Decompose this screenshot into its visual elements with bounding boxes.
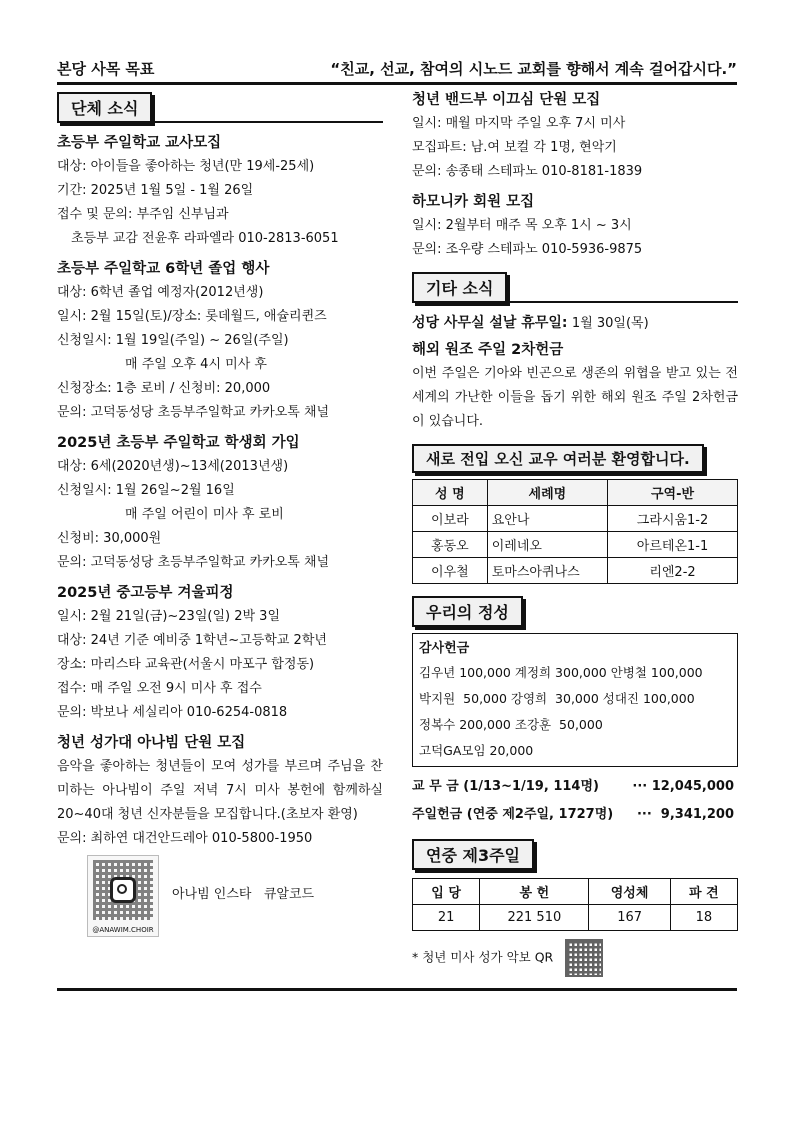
item-line: 문의: 최하연 대건안드레아 010-5800-1950 [57, 831, 313, 846]
table-row [413, 905, 738, 931]
item-line: 대상: 6세(2020년생)~13세(2013년생) [57, 459, 289, 474]
table-cell: 21 [413, 905, 480, 931]
column-header: 세례명 [487, 480, 607, 506]
thanks-offering-box [412, 633, 738, 767]
item-line: 매 주일 어린이 미사 후 로비 [125, 507, 284, 522]
teacher-recruit [57, 131, 383, 251]
table-cell: 이레네오 [487, 532, 607, 558]
youth-mass-qr-note [412, 939, 738, 977]
item-line: 매 주일 오후 4시 미사 후 [125, 357, 267, 372]
item-line: 신청비: 30,000원 [57, 531, 162, 546]
table-header-row [413, 879, 738, 905]
total-label: 교 무 금 (1/13~1/19, 114명) [412, 779, 599, 794]
column-header: 영성체 [589, 879, 670, 905]
item-title: 청년 성가대 아나빔 단원 모집 [57, 735, 246, 751]
student-council [57, 431, 383, 575]
item-title: 2025년 중고등부 겨울피정 [57, 585, 234, 601]
offering-box-title: 감사헌금 [419, 641, 470, 656]
section-title: 기타 소식 [412, 272, 507, 303]
item-line: 모집파트: 남.여 보컬 각 1명, 현악기 [412, 140, 617, 155]
office-holiday [412, 311, 738, 336]
bottom-rule [57, 988, 737, 991]
column-header: 봉 헌 [480, 879, 589, 905]
item-line: 일시: 2월 21일(금)~23일(일) 2박 3일 [57, 609, 281, 624]
table-cell: 167 [589, 905, 670, 931]
item-line: 대상: 아이들을 좋아하는 청년(만 19세-25세) [57, 159, 315, 174]
item-line: 일시: 2월 15일(토)/장소: 롯데월드, 애슐리퀸즈 [57, 309, 327, 324]
instagram-icon [110, 877, 136, 903]
offering-line: 정복수 200,000 조강훈 50,000 [419, 717, 603, 732]
table-cell: 18 [670, 905, 737, 931]
choir-qr-row [57, 855, 383, 935]
section-title: 연중 제3주일 [412, 839, 534, 870]
other-news-header [412, 272, 738, 303]
table-cell: 홍동오 [413, 532, 488, 558]
left-column [57, 92, 383, 935]
item-line: 문의: 고덕동성당 초등부주일학교 카카오톡 채널 [57, 405, 330, 420]
table-row [413, 506, 738, 532]
newcomers-table [412, 479, 738, 584]
qr-caption: @ANAWIM.CHOIR [92, 926, 154, 934]
group-news-header [57, 92, 383, 123]
table-row [413, 532, 738, 558]
item-line: 대상: 24년 기준 예비중 1학년~고등학교 2학년 [57, 633, 327, 648]
item-paragraph: 음악을 좋아하는 청년들이 모여 성가를 부르며 주님을 찬미하는 아나빔이 주일 저녁 7시 미사 봉헌에 함께하실 20~40대 청년 신자분들을 모집합니다.(초보자 환영) [57, 759, 383, 822]
total-value: ··· 9,341,200 [636, 807, 734, 822]
note-text: * 청년 미사 성가 악보 QR [412, 949, 554, 965]
item-line: 접수 및 문의: 부주임 신부님과 [57, 207, 229, 222]
total-label: 주일헌금 (연중 제2주일, 1727명) [412, 807, 614, 822]
item-line: 신청일시: 1월 19일(주일) ~ 26일(주일) [57, 333, 289, 348]
choir-recruit [57, 731, 383, 935]
qr-label: 아나빔 인스타 큐알코드 [172, 887, 315, 902]
table-cell: 요안나 [487, 506, 607, 532]
page-header [57, 56, 737, 85]
offering-line: 박지원 50,000 강영희 30,000 성대진 100,000 [419, 691, 695, 706]
item-line: 문의: 조우량 스테파노 010-5936-9875 [412, 242, 643, 257]
band-recruit [412, 88, 738, 184]
item-line: 문의: 송종태 스테파노 010-8181-1839 [412, 164, 643, 179]
column-header: 파 견 [670, 879, 737, 905]
attendance-table [412, 878, 738, 931]
item-title: 하모니카 회원 모집 [412, 194, 535, 210]
pastoral-goal-label: 본당 사목 목표 [57, 60, 155, 78]
sunday-offering-row [412, 803, 738, 827]
table-row [413, 558, 738, 584]
table-cell: 아르테온1-1 [608, 532, 738, 558]
offerings-header [412, 596, 738, 627]
table-cell: 리엔2-2 [608, 558, 738, 584]
graduation-event [57, 257, 383, 425]
item-line: 접수: 매 주일 오전 9시 미사 후 접수 [57, 681, 262, 696]
column-header: 구역-반 [608, 480, 738, 506]
column-header: 입 당 [413, 879, 480, 905]
newcomers-header [412, 444, 738, 473]
offering-line: 김우년 100,000 계정희 300,000 안병철 100,000 [419, 665, 703, 680]
table-cell: 221 510 [480, 905, 589, 931]
right-column [412, 86, 738, 977]
item-line: 초등부 교감 전윤후 라파엘라 010-2813-6051 [71, 231, 339, 246]
instagram-qr-code[interactable] [87, 855, 159, 937]
total-value: ··· 12,045,000 [632, 779, 734, 794]
column-header: 성 명 [413, 480, 488, 506]
church-dues-row [412, 775, 738, 799]
pastoral-goal-motto: “친교, 선교, 참여의 시노드 교회를 향해서 계속 걸어갑시다.” [330, 60, 737, 78]
item-title: 초등부 주일학교 교사모집 [57, 135, 222, 151]
item-line: 신청일시: 1월 26일~2월 16일 [57, 483, 235, 498]
item-line: 일시: 매월 마지막 주일 오후 7시 미사 [412, 116, 626, 131]
section-title: 새로 전입 오신 교우 여러분 환영합니다. [412, 444, 704, 473]
item-title: 해외 원조 주일 2차헌금 [412, 342, 564, 358]
youth-mass-qr-code[interactable] [565, 939, 603, 977]
item-line: 신청장소: 1층 로비 / 신청비: 20,000 [57, 381, 271, 396]
table-cell: 그라시움1-2 [608, 506, 738, 532]
table-cell: 이우철 [413, 558, 488, 584]
item-line: 대상: 6학년 졸업 예정자(2012년생) [57, 285, 264, 300]
item-line: 기간: 2025년 1월 5일 - 1월 26일 [57, 183, 254, 198]
harmonica-recruit [412, 190, 738, 262]
item-paragraph: 이번 주일은 기아와 빈곤으로 생존의 위협을 받고 있는 전세계의 가난한 이들을 돕기 위한 해외 원조 주일 2차헌금이 있습니다. [412, 366, 738, 429]
item-title: 청년 밴드부 이끄심 단원 모집 [412, 92, 601, 108]
winter-camp [57, 581, 383, 725]
item-title: 2025년 초등부 주일학교 학생회 가입 [57, 435, 300, 451]
attendance-header [412, 839, 738, 870]
section-title: 우리의 정성 [412, 596, 523, 627]
item-line: 일시: 2월부터 매주 목 오후 1시 ~ 3시 [412, 218, 632, 233]
table-header-row [413, 480, 738, 506]
overseas-aid [412, 338, 738, 434]
table-cell: 토마스아퀴나스 [487, 558, 607, 584]
section-title: 단체 소식 [57, 92, 152, 123]
item-line: 문의: 박보나 세실리아 010-6254-0818 [57, 705, 288, 720]
item-title: 초등부 주일학교 6학년 졸업 행사 [57, 261, 270, 277]
table-cell: 이보라 [413, 506, 488, 532]
item-line: 문의: 고덕동성당 초등부주일학교 카카오톡 채널 [57, 555, 330, 570]
offering-line: 고덕GA모임 20,000 [419, 743, 534, 758]
office-holiday-label: 성당 사무실 설날 휴무일: [412, 315, 568, 331]
item-line: 장소: 마리스타 교육관(서울시 마포구 합정동) [57, 657, 315, 672]
office-holiday-value: 1월 30일(목) [571, 316, 649, 331]
